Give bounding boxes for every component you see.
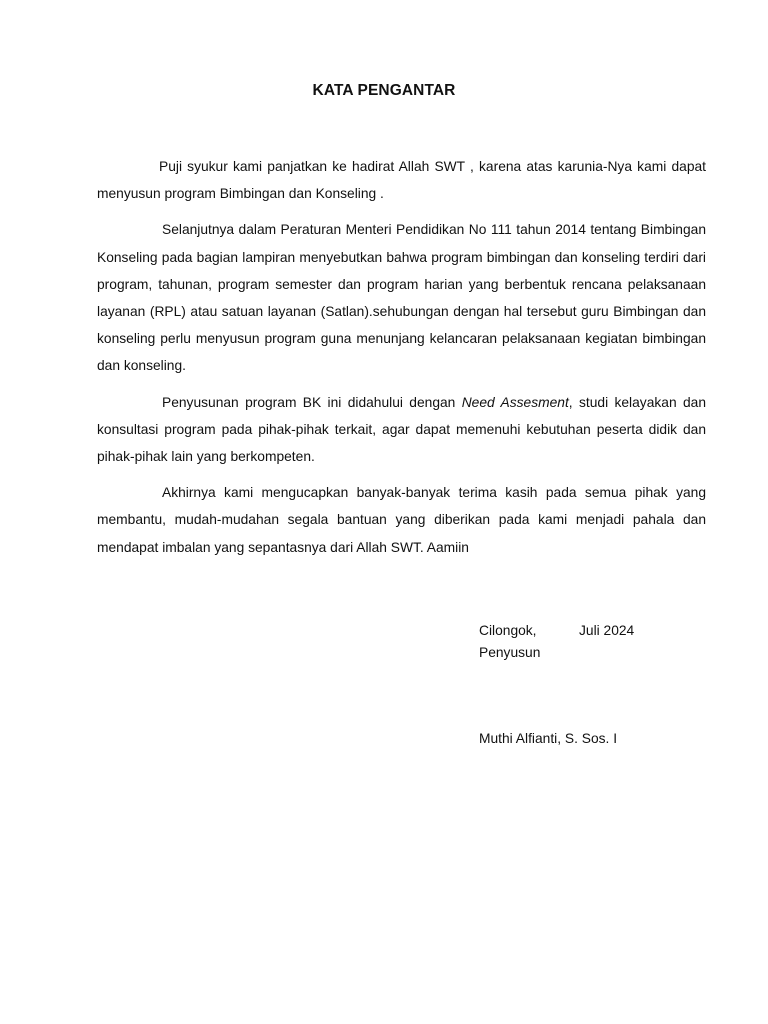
paragraph-opening: Puji syukur kami panjatkan ke hadirat Allah SWT , karena atas karunia-Nya kami dapat menyusun program Bimbingan dan Konseling .: [97, 159, 706, 202]
document-body: [97, 153, 706, 570]
signature-date: Juli 2024: [579, 623, 635, 638]
document-title: KATA PENGANTAR: [312, 82, 456, 99]
signature-name: Muthi Alfianti, S. Sos. I: [479, 731, 618, 746]
paragraph-closing: Akhirnya kami mengucapkan banyak-banyak terima kasih pada semua pihak yang membantu, mudah-mudahan segala bantuan yang diberikan pada kami menjadi pahala dan mendapat imbalan yang sepantasnya dari Allah SWT. Aamiin: [97, 485, 706, 555]
paragraph-need-assessment-part2: , studi kelayakan dan konsultasi program pada pihak-pihak terkait, agar dapat memenuhi kebutuhan peserta didik dan pihak-pihak lain yang berkompeten.: [97, 394, 706, 465]
signature-role: Penyusun: [479, 645, 541, 660]
paragraph-need-assessment: [97, 389, 706, 471]
signature-place-text: Cilongok,: [479, 623, 537, 638]
need-assessment-term: Need Assesment: [461, 394, 569, 410]
paragraph-regulation: Selanjutnya dalam Peraturan Menteri Pendidikan No 111 tahun 2014 tentang Bimbingan Konseling pada bagian lampiran menyebutkan bahwa program bimbingan dan konseling terdiri dari program, tahunan, program semester dan program harian yang berbentuk rencana pelaksanaan layanan (RPL) atau satuan layanan (Satlan).sehubungan dengan hal tersebut guru Bimbingan dan konseling perlu menyusun program guna menunjang kelancaran pelaksanaan kegiatan bimbingan dan konseling.: [97, 222, 706, 374]
paragraph-need-assessment-part1: Penyusunan program BK ini didahului dengan: [162, 394, 462, 410]
signature-place: [479, 623, 635, 638]
